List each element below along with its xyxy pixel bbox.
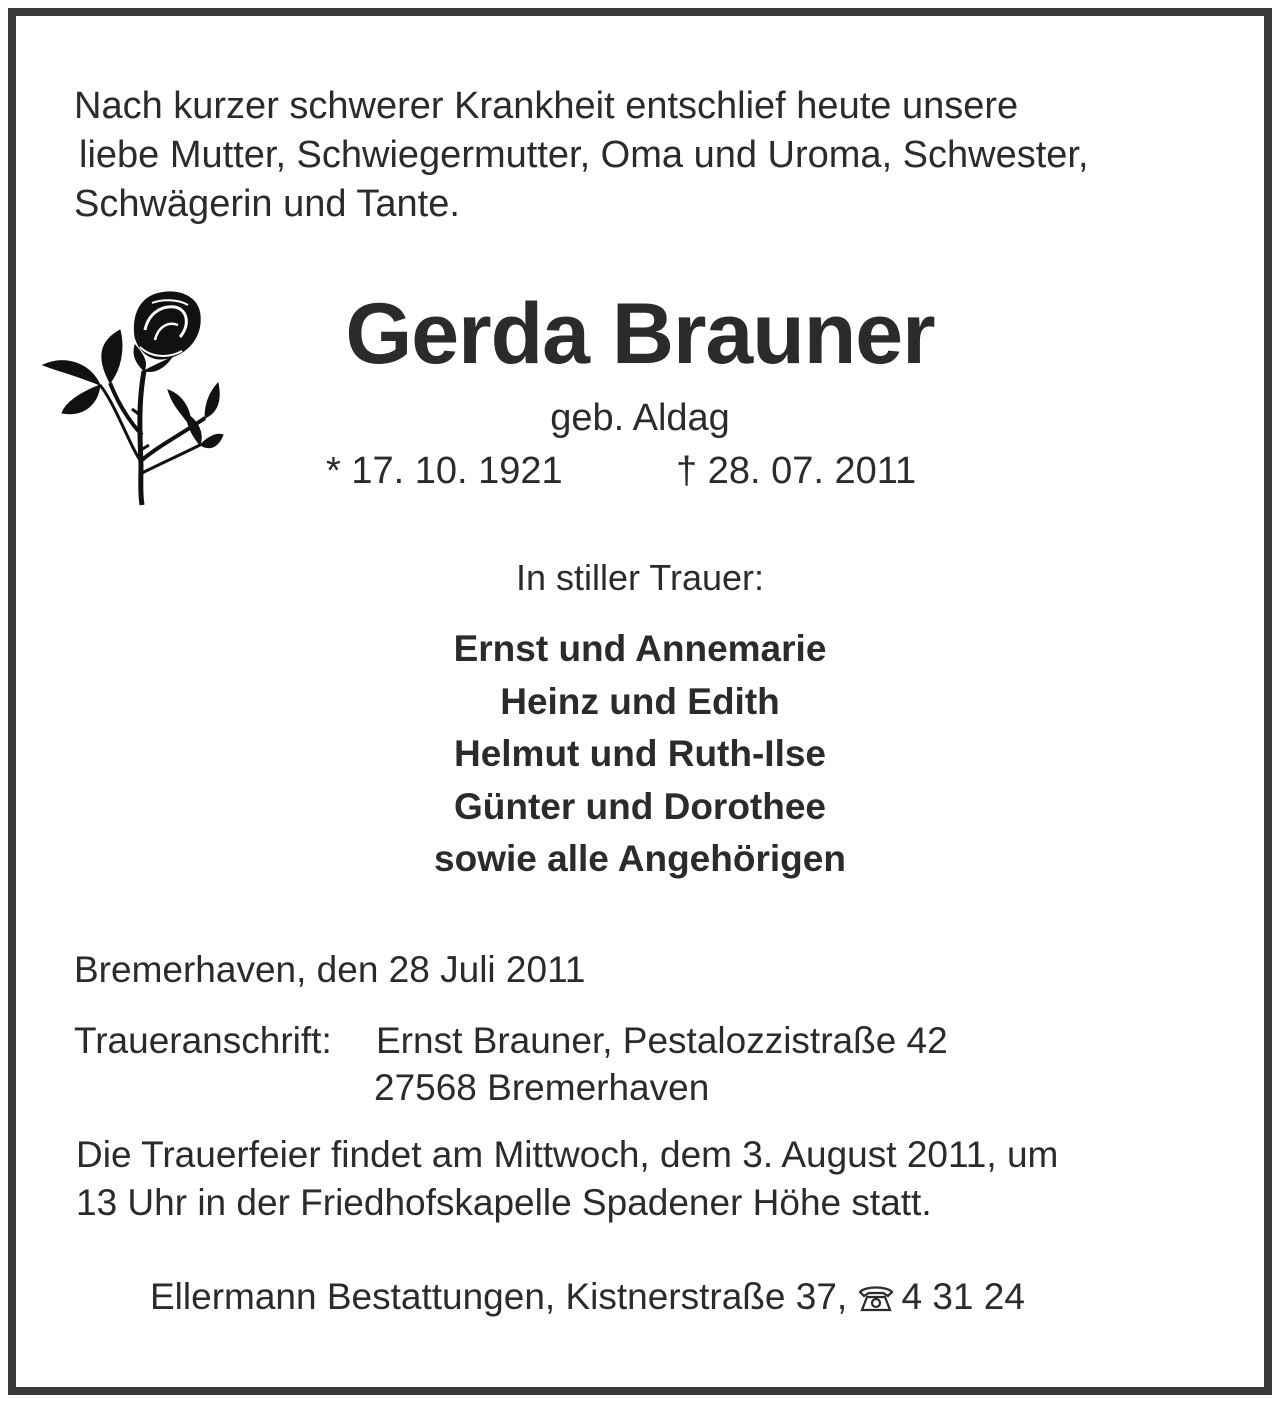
address-label: Traueranschrift: bbox=[74, 1020, 332, 1061]
mourner-name: Ernst und Annemarie bbox=[453, 628, 827, 669]
intro-line: liebe Mutter, Schwiegermutter, Oma und Uroma, Schwester, bbox=[79, 134, 1089, 176]
address-line: 27568 Bremerhaven bbox=[374, 1067, 710, 1108]
death-date: † 28. 07. 2011 bbox=[676, 450, 917, 492]
ceremony-line: 13 Uhr in der Friedhofskapelle Spadener Höhe statt. bbox=[76, 1182, 932, 1223]
telephone-icon bbox=[857, 1283, 895, 1313]
intro-line: Nach kurzer schwerer Krankheit entschlief heute unsere bbox=[74, 85, 1019, 127]
place-date: Bremerhaven, den 28 Juli 2011 bbox=[74, 949, 586, 990]
mourner-name: Helmut und Ruth-Ilse bbox=[453, 733, 827, 774]
mourners-list bbox=[340, 623, 940, 886]
deceased-name: Gerda Brauner bbox=[345, 286, 935, 382]
mourner-name: Günter und Dorothee bbox=[453, 785, 827, 827]
ceremony-line: Die Trauerfeier findet am Mittwoch, dem 3. August 2011, um bbox=[76, 1134, 1059, 1175]
intro-line: Schwägerin und Tante. bbox=[74, 183, 460, 225]
phone-number: 4 31 24 bbox=[901, 1276, 1025, 1317]
birth-date: * 17. 10. 1921 bbox=[326, 450, 563, 492]
ceremony-info bbox=[76, 1131, 1236, 1227]
funeral-home-text: Ellermann Bestattungen, Kistnerstraße 37, bbox=[150, 1276, 848, 1317]
address-line: Ernst Brauner, Pestalozzistraße 42 bbox=[376, 1020, 948, 1061]
funeral-home bbox=[150, 1273, 1150, 1321]
mourner-name: sowie alle Angehörigen bbox=[434, 838, 846, 879]
mourning-heading: In stiller Trauer: bbox=[515, 557, 765, 598]
mourner-name: Heinz und Edith bbox=[500, 680, 780, 722]
maiden-name: geb. Aldag bbox=[550, 397, 730, 439]
rose-icon bbox=[40, 285, 225, 510]
intro-text bbox=[74, 82, 1234, 229]
